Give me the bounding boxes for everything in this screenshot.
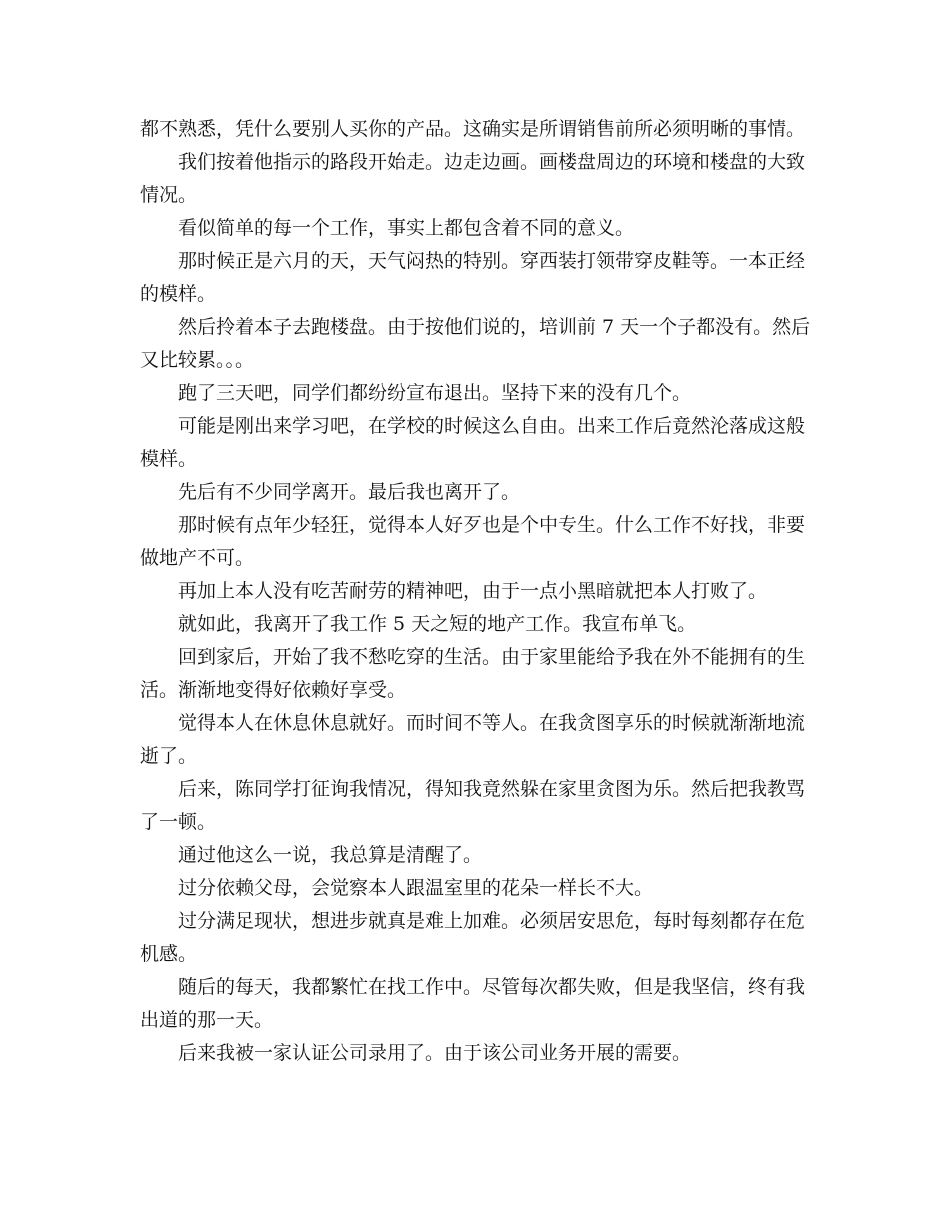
document-body [140,113,820,1070]
paragraph: 后来我被一家认证公司录用了。由于该公司业务开展的需要。 [178,1042,692,1064]
paragraph: 然后拎着本子去跑楼盘。由于按他们说的，培训前 7 天一个子都没有。然后又比较累。。。 [140,316,811,371]
paragraph: 回到家后，开始了我不愁吃穿的生活。由于家里能给予我在外不能拥有的生活。渐渐地变得好依赖好享受。 [140,646,806,701]
paragraph: 后来，陈同学打征询我情况，得知我竟然躲在家里贪图为乐。然后把我教骂了一顿。 [140,778,806,833]
paragraph: 可能是刚出来学习吧，在学校的时候这么自由。出来工作后竟然沦落成这般模样。 [140,415,806,470]
paragraph: 都不熟悉，凭什么要别人买你的产品。这确实是所谓销售前所必须明晰的事情。 [140,118,806,140]
paragraph: 过分依赖父母，会觉察本人跟温室里的花朵一样长不大。 [178,877,654,899]
paragraph: 跑了三天吧，同学们都纷纷宣布退出。坚持下来的没有几个。 [178,382,692,404]
paragraph: 随后的每天，我都繁忙在找工作中。尽管每次都失败，但是我坚信，终有我出道的那一天。 [140,976,806,1031]
paragraph: 就如此，我离开了我工作 5 天之短的地产工作。我宣布单飞。 [178,613,697,635]
paragraph: 那时候有点年少轻狂，觉得本人好歹也是个中专生。什么工作不好找，非要做地产不可。 [140,514,806,569]
paragraph: 我们按着他指示的路段开始走。边走边画。画楼盘周边的环境和楼盘的大致情况。 [140,151,806,206]
paragraph: 通过他这么一说，我总算是清醒了。 [178,844,483,866]
paragraph: 再加上本人没有吃苦耐劳的精神吧，由于一点小黑暗就把本人打败了。 [178,580,768,602]
paragraph: 那时候正是六月的天，天气闷热的特别。穿西装打领带穿皮鞋等。一本正经的模样。 [140,250,806,305]
paragraph: 觉得本人在休息休息就好。而时间不等人。在我贪图享乐的时候就渐渐地流逝了。 [140,712,806,767]
paragraph: 过分满足现状，想进步就真是难上加难。必须居安思危，每时每刻都存在危机感。 [140,910,806,965]
paragraph: 先后有不少同学离开。最后我也离开了。 [178,481,521,503]
paragraph: 看似简单的每一个工作，事实上都包含着不同的意义。 [178,217,635,239]
